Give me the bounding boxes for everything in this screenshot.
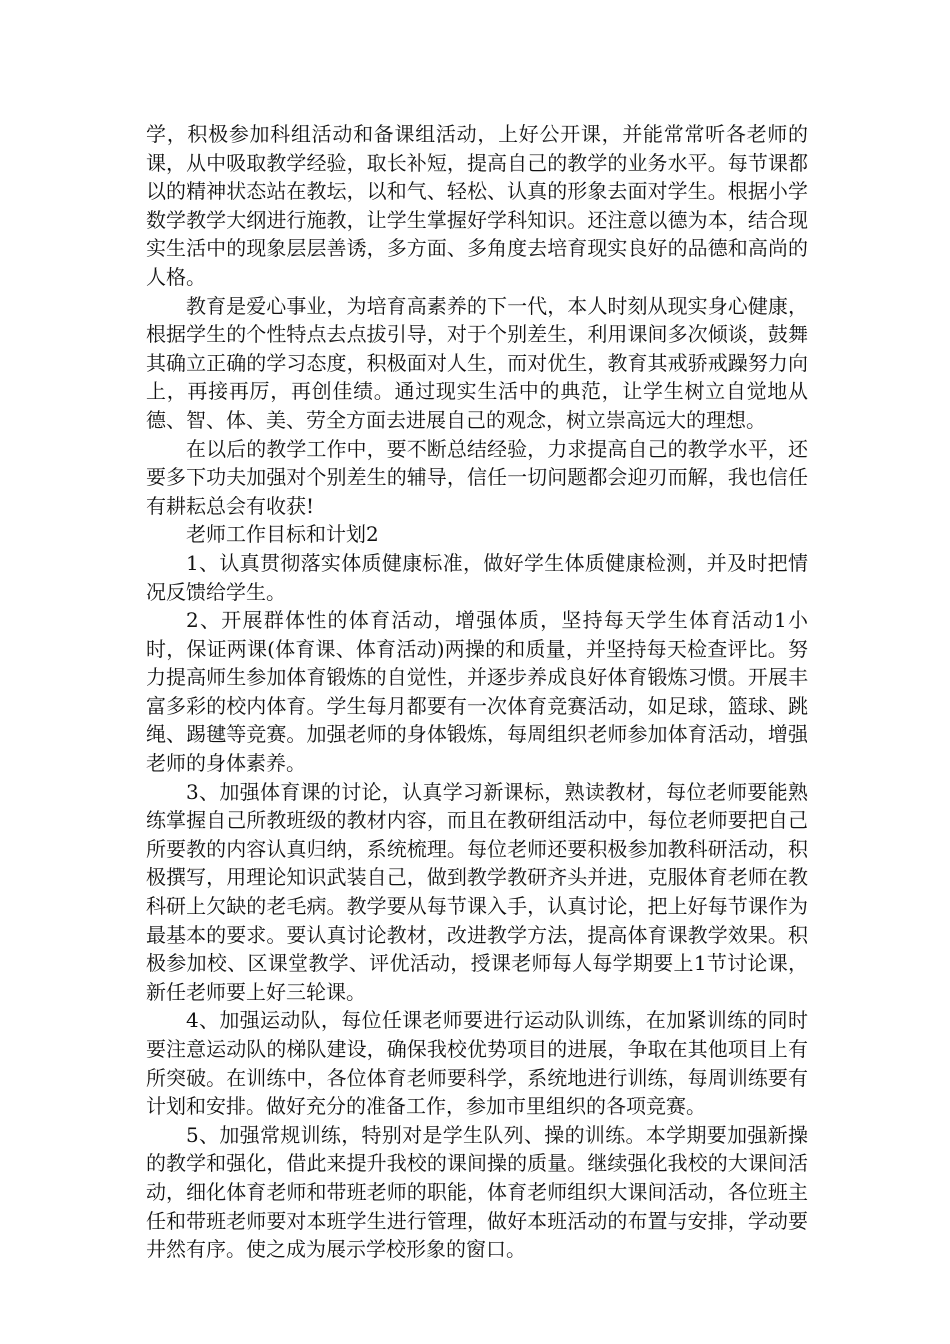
section-heading: 老师工作目标和计划2 xyxy=(186,522,379,547)
list-item-4: 4、加强运动队，每位任课老师要进行运动队训练，在加紧训练的同时要注意运动队的梯队建设，确保我校优势项目的进展，争取在其他项目上有所突破。在训练中，各位体育老师要科学，系统地进行训练，每周训练要有计划和安排。做好充分的准备工作，参加市里组织的各项竞赛。 xyxy=(146,1008,808,1119)
list-item-5: 5、加强常规训练，特别对是学生队列、操的训练。本学期要加强新操的教学和强化，借此来提升我校的课间操的质量。继续强化我校的大课间活动，细化体育老师和带班老师的职能，体育老师组织大课间活动，各位班主任和带班老师要对本班学生进行管理，做好本班活动的布置与安排，学动要井然有序。使之成为展示学校形象的窗口。 xyxy=(146,1122,808,1262)
document-page xyxy=(146,120,808,1264)
list-item-1: 1、认真贯彻落实体质健康标准，做好学生体质健康检测，并及时把情况反馈给学生。 xyxy=(146,550,808,604)
list-item-2: 2、开展群体性的体育活动，增强体质，坚持每天学生体育活动1小时，保证两课(体育课、体育活动)两操的和质量，并坚持每天检查评比。努力提高师生参加体育锻炼的自觉性，并逐步养成良好体育锻炼习惯。开展丰富多彩的校内体育。学生每月都要有一次体育竞赛活动，如足球，篮球、跳绳、踢毽等竞赛。加强老师的身体锻炼，每周组织老师参加体育活动，增强老师的身体素养。 xyxy=(146,608,808,776)
paragraph-education-love: 教育是爱心事业，为培育高素养的下一代，本人时刻从现实身心健康，根据学生的个性特点去点拔引导，对于个别差生，利用课间多次倾谈，鼓舞其确立正确的学习态度，积极面对人生，而对优生，教育其戒骄戒躁努力向上，再接再厉，再创佳绩。通过现实生活中的典范，让学生树立自觉地从德、智、体、美、劳全方面去进展自己的观念，树立崇高远大的理想。 xyxy=(146,293,808,432)
paragraph-future-work: 在以后的教学工作中，要不断总结经验，力求提高自己的教学水平，还要多下功夫加强对个别差生的辅导，信任一切问题都会迎刃而解，我也信任有耕耘总会有收获! xyxy=(146,436,808,518)
paragraph-continuation: 学，积极参加科组活动和备课组活动，上好公开课，并能常常听各老师的课，从中吸取教学经验，取长补短，提高自己的教学的业务水平。每节课都以的精神状态站在教坛，以和气、轻松、认真的形象去面对学生。根据小学数学教学大纲进行施教，让学生掌握好学科知识。还注意以德为本，结合现实生活中的现象层层善诱，多方面、多角度去培育现实良好的品德和高尚的人格。 xyxy=(146,122,808,289)
list-item-3: 3、加强体育课的讨论，认真学习新课标，熟读教材，每位老师要能熟练掌握自己所教班级的教材内容，而且在教研组活动中，每位老师要把自己所要教的内容认真归纳，系统梳理。每位老师还要积极参加教科研活动，积极撰写，用理论知识武装自己，做到教学教研齐头并进，克服体育老师在教科研上欠缺的老毛病。教学要从每节课入手，认真讨论，把上好每节课作为最基本的要求。要认真讨论教材，改进教学方法，提高体育课教学效果。积极参加校、区课堂教学、评优活动，授课老师每人每学期要上1节讨论课，新任老师要上好三轮课。 xyxy=(146,779,808,1004)
